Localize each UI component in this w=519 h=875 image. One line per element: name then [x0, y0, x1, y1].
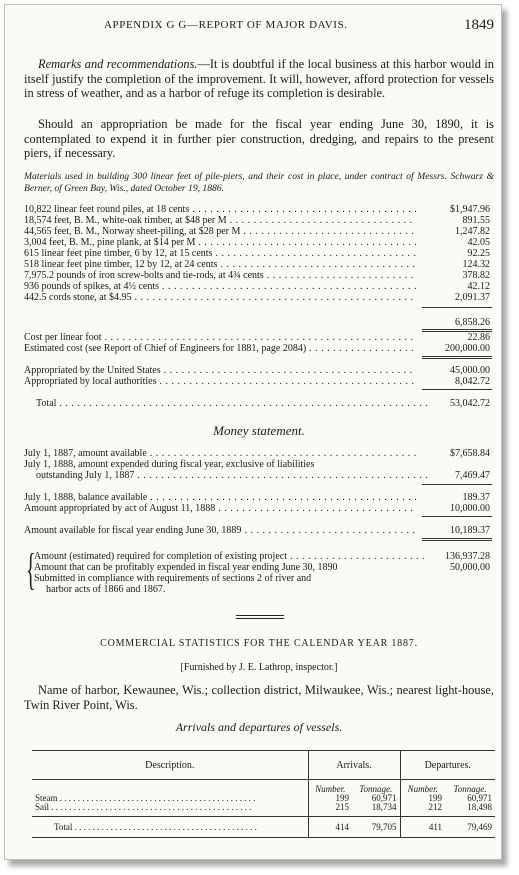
materials-caption: Materials used in building 300 linear feet of pile-piers, and their cost in place, under contract of Messrs. Schwarz & Berner, of Green Bay, Wis., dated October 19, 1886. — [24, 171, 494, 194]
money-row: harbor acts of 1866 and 1867. — [46, 584, 166, 595]
sub-number: Number. — [308, 780, 352, 795]
divider — [422, 307, 492, 308]
money-row: July 1, 1888, amount expended during fiscal year, exclusive of liabilities — [24, 459, 315, 470]
money-statement-b — [24, 492, 494, 514]
table-row: Sail . . . . . . . . . . . . . . . . . . . . . . . . . . . . . . . . . . . . . . . . . . . . . 215 18,734 212 18,498 — [32, 803, 495, 817]
arrivals-title: Arrivals and departures of vessels. — [175, 720, 343, 734]
materials-row: 936 pounds of spikes, at 4½ cents . . . 42.12 — [24, 281, 494, 292]
divider — [422, 516, 492, 517]
appropriation-paragraph: Should an appropriation be made for the fiscal year ending June 30, 1890, it is contemplated to expend it in further pier construction, dredging, and repairs to the present piers, if necessary. — [24, 117, 494, 161]
appropriation-row: Appropriated by the United States . . . 45,000.00 — [24, 365, 494, 376]
table-header-row — [32, 751, 495, 780]
money-row: Amount (estimated) required for completion of existing project . . . 136,937.28 — [34, 551, 494, 562]
money-row: July 1, 1887, amount available . . . $7,658.84 — [24, 448, 494, 459]
remarks-paragraph — [24, 57, 494, 101]
furnished-note: [Furnished by J. E. Lathrop, inspector.] — [180, 662, 338, 673]
table-subheader-row — [32, 780, 495, 795]
sub-tonnage: Tonnage. — [453, 784, 487, 794]
col-description: Description. — [32, 751, 308, 780]
materials-row: 7,975.2 pounds of iron screw-bolts and tie-rods, at 4¾ cents . . . 378.82 — [24, 270, 494, 281]
harbor-info: Name of harbor, Kewaunee, Wis.; collection district, Milwaukee, Wis.; nearest light-house, Twin River Point, Wis. — [24, 683, 494, 712]
money-row: Amount that can be profitably expended in fiscal year ending June 30, 1890 50,000.00 — [34, 562, 490, 573]
materials-total — [24, 317, 494, 328]
statistics-heading: COMMERCIAL STATISTICS FOR THE CALENDAR YEAR 1887. — [100, 638, 418, 649]
total-value: 53,042.72 — [450, 398, 490, 409]
row-description: Steam . . . . . . . . . . . . . . . . . . . . . . . . . . . . . . . . . . . . . . . . . . . . — [35, 793, 256, 803]
double-divider — [422, 356, 492, 359]
materials-row: 44,565 feet, B. M., Norway sheet-piling, at $28 per M . . . 1,247.82 — [24, 226, 494, 237]
section-divider — [236, 618, 284, 619]
money-statement-a — [24, 448, 494, 481]
divider — [422, 484, 492, 485]
materials-row: 518 linear feet pine timber, 12 by 12, at 24 cents . . . 124.32 — [24, 259, 494, 270]
cost-row: Estimated cost (see Report of Chief of Engineers for 1881, page 2084) . . . 200,000.00 — [24, 343, 494, 354]
table-total-row: Total . . . . . . . . . . . . . . . . . . . . . . . . . . . . . . . . . . . . . . . . . 414 79,705 411 79,469 — [32, 817, 495, 838]
brace-glyph: { — [26, 545, 36, 594]
double-divider — [422, 538, 492, 541]
appropriation-row: Appropriated by local authorities . . . 8,042.72 — [24, 376, 494, 387]
page-number: 1849 — [464, 17, 494, 33]
row-description: Sail . . . . . . . . . . . . . . . . . . . . . . . . . . . . . . . . . . . . . . . . . . . . . — [35, 802, 252, 812]
money-row: July 1, 1888, balance available . . . 189.37 — [24, 492, 494, 503]
col-departures: Departures. — [400, 751, 495, 780]
document-page — [4, 4, 502, 860]
remarks-text: —It is doubtful if the local business at this harbor would in itself justify the completion of the improvement. It will, however, afford protection for vessels in stress of weather, and as a harbor of refuge its completion is desirable. — [24, 57, 494, 101]
sub-tonnage: Tonnage. — [359, 784, 393, 794]
materials-total-value: 6,858.26 — [455, 317, 490, 328]
total-label: Total . . . — [36, 398, 428, 409]
arrivals-table — [32, 750, 495, 838]
appropriation-total — [24, 398, 494, 409]
appropriation-list — [24, 365, 494, 387]
cost-row: Cost per linear foot . . . 22.86 — [24, 332, 494, 343]
sub-number: Number. — [400, 780, 445, 795]
table-row: Steam . . . . . . . . . . . . . . . . . . . . . . . . . . . . . . . . . . . . . . . . . . . . 199 60,971 199 60,971 — [32, 794, 495, 803]
money-row: outstanding July 1, 1887 . . . 7,469.47 — [24, 470, 494, 481]
money-row: Amount appropriated by act of August 11, 1888 . . . 10,000.00 — [24, 503, 494, 514]
money-row: Submitted in compliance with requirements of sections 2 of river and — [34, 573, 312, 584]
materials-list — [24, 204, 494, 303]
running-header — [24, 17, 494, 37]
materials-row: 615 linear feet pine timber, 6 by 12, at 15 cents . . . 92.25 — [24, 248, 494, 259]
header-title: APPENDIX G G—REPORT OF MAJOR DAVIS. — [104, 19, 348, 31]
col-arrivals: Arrivals. — [308, 751, 400, 780]
materials-row: 10,822 linear feet round piles, at 18 cents . . . $1,947.96 — [24, 204, 494, 215]
money-statement-d — [34, 551, 494, 595]
money-statement-c — [24, 525, 494, 536]
money-row: Amount available for fiscal year ending June 30, 1889 . . . 10,189.37 — [24, 525, 494, 536]
cost-list — [24, 332, 494, 354]
remarks-heading: Remarks and recommendations. — [38, 57, 198, 71]
section-divider — [236, 615, 284, 616]
money-statement-heading: Money statement. — [213, 423, 305, 438]
divider — [422, 389, 492, 390]
materials-row: 442.5 cords stone, at $4.95 . . . 2,091.37 — [24, 292, 494, 303]
materials-row: 3,004 feet, B. M., pine plank, at $14 per M . . . 42.05 — [24, 237, 494, 248]
materials-row: 18,574 feet, B. M., white-oak timber, at $48 per M . . . 891.55 — [24, 215, 494, 226]
